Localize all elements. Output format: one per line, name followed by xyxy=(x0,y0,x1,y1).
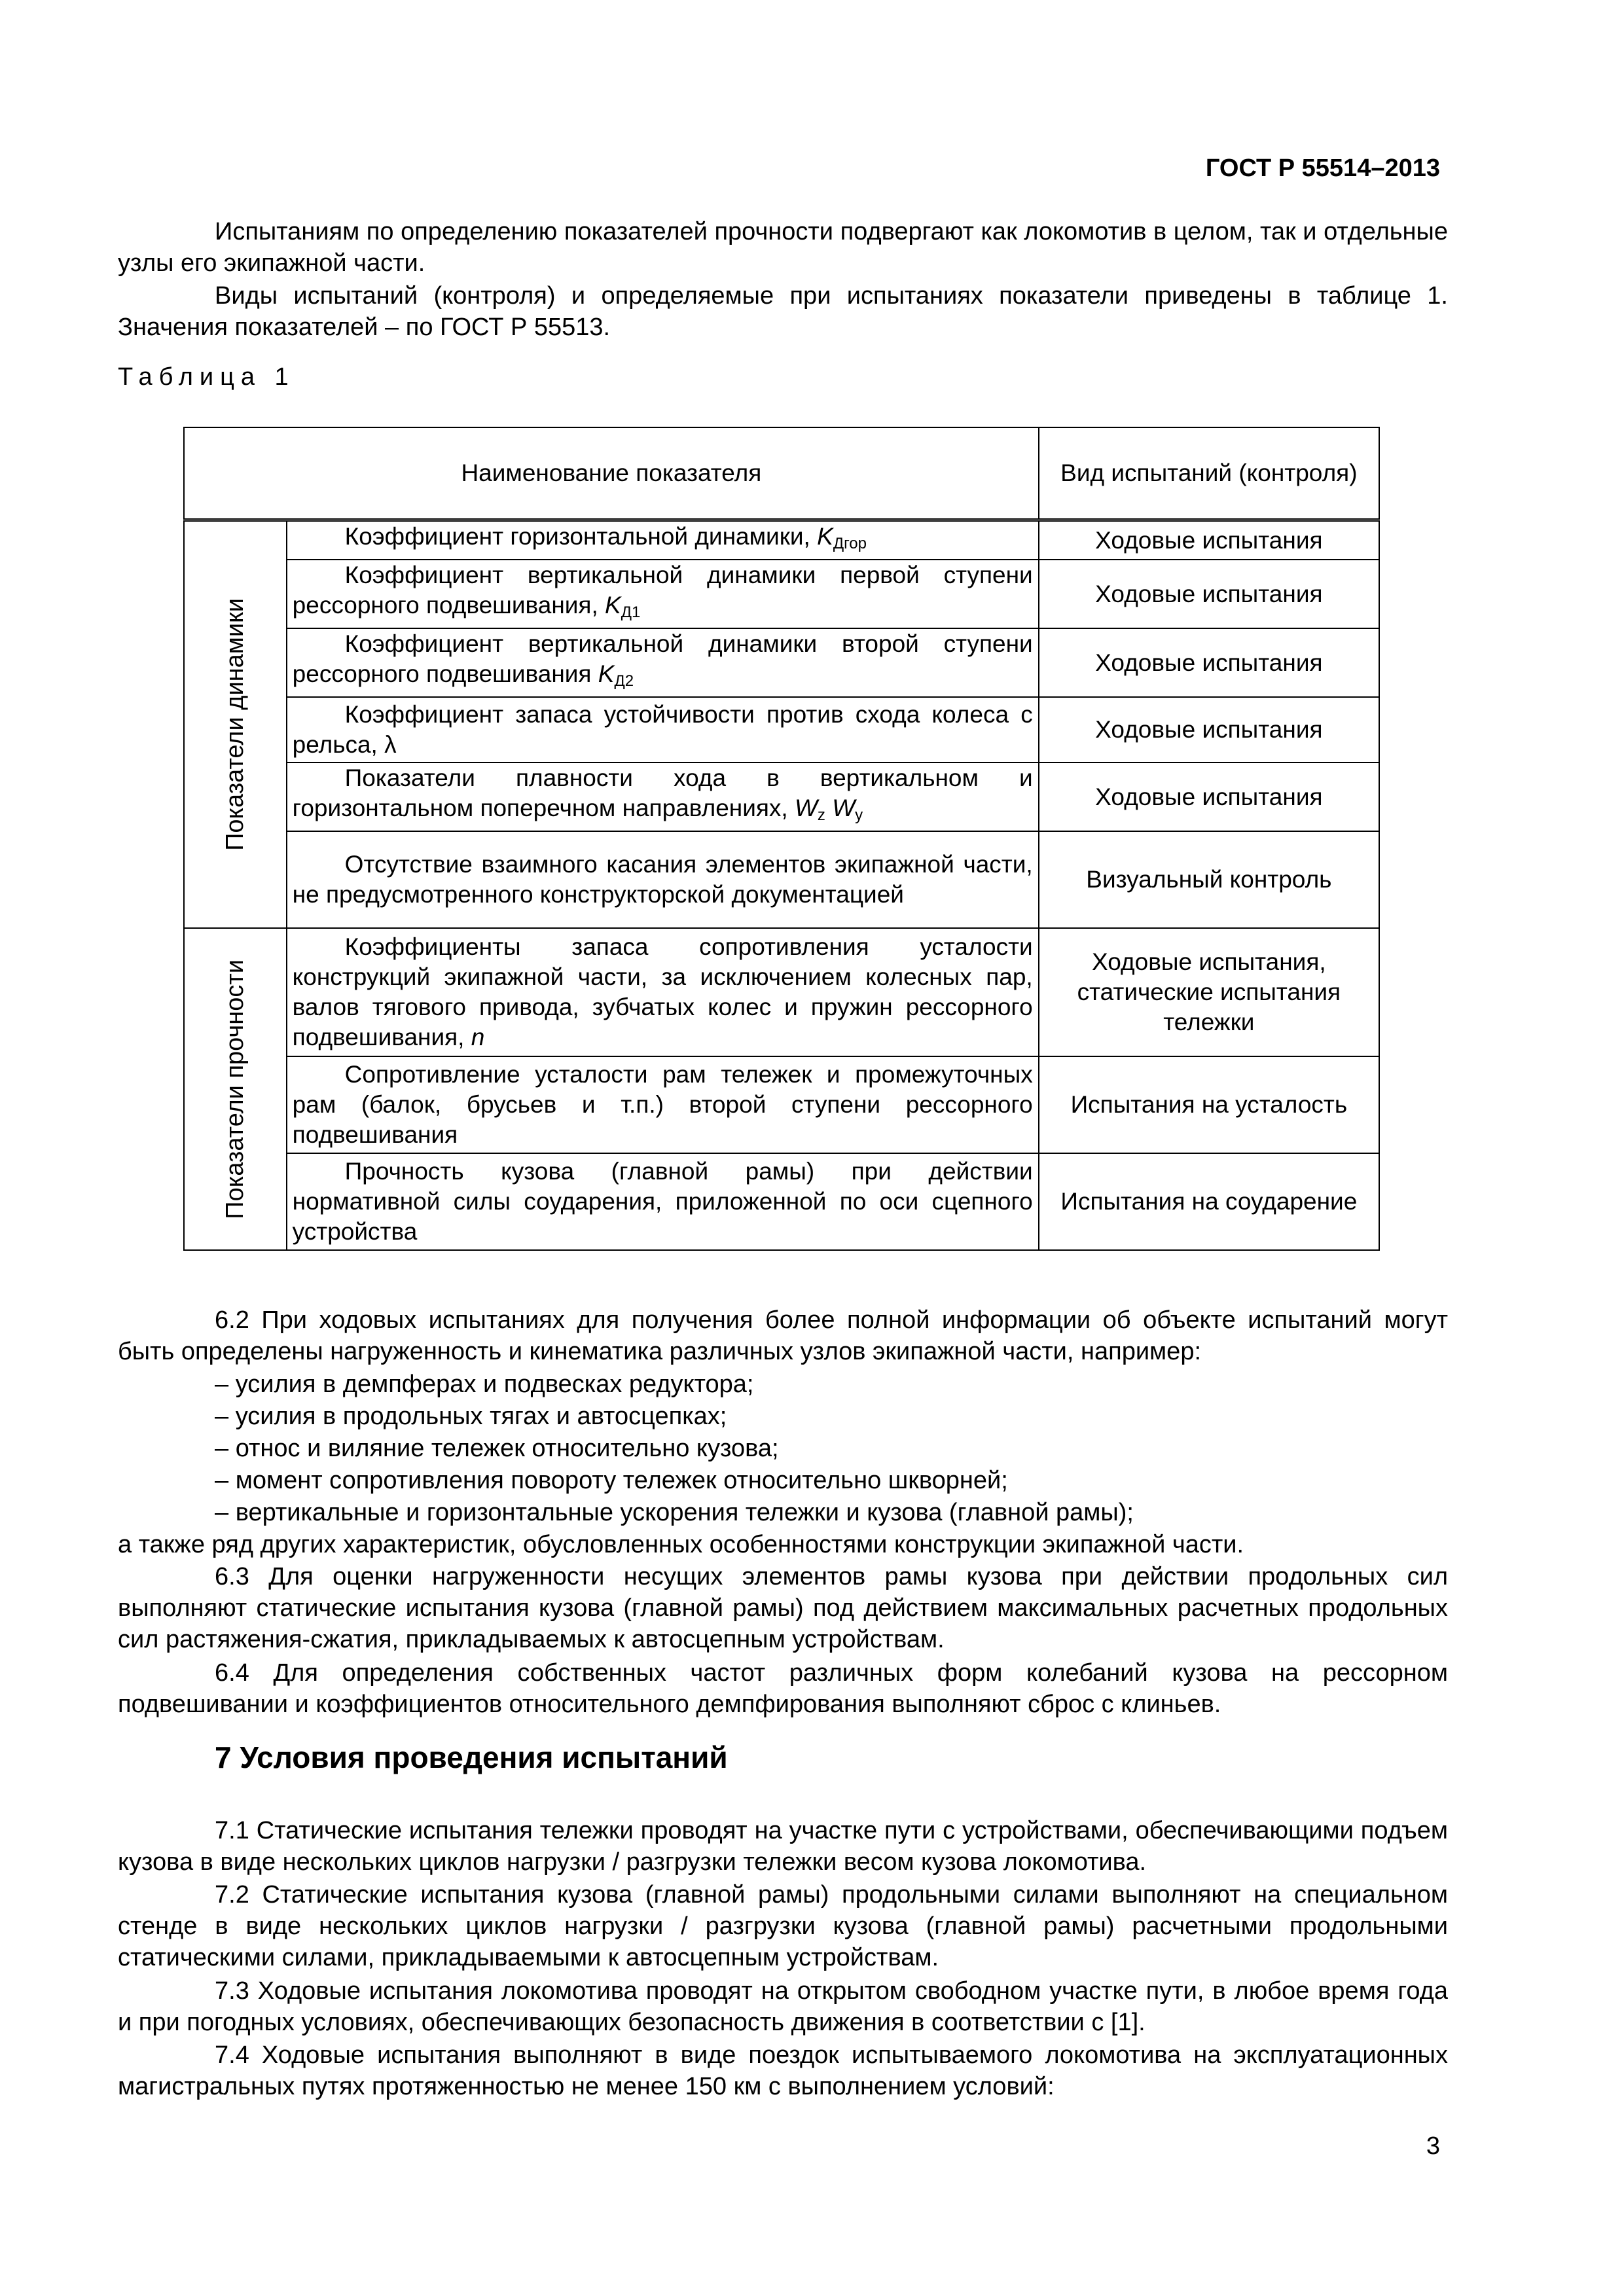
section-6-2-tail: а также ряд других характеристик, обусловленных особенностями конструкции экипажной части. xyxy=(118,1531,1244,1558)
indicator-cell: Коэффициенты запаса сопротивления усталости конструкций экипажной части, за исключением колесных пар, валов тягового привода, зубчатых колес и пружин рессорного подвешивания, n xyxy=(287,928,1039,1056)
kind-cell: Визуальный контроль xyxy=(1039,831,1379,928)
header-indicator: Наименование показателя xyxy=(184,427,1039,520)
group-label-dynamics: Показатели динамики xyxy=(221,598,249,851)
section-6-3: 6.3 Для оценки нагруженности несущих элементов рамы кузова при действии продольных сил выполняют статические испытания кузова (главной рамы) под действием максимальных расчетных продольных сил растяжения-сжатия, прикладываемых к автосцепным устройствам. xyxy=(118,1563,1448,1653)
indicator-cell: Показатели плавности хода в вертикальном и горизонтальном поперечном направлениях, $W_z$ $W_y$ xyxy=(287,762,1039,831)
kind-cell: Испытания на усталость xyxy=(1039,1056,1379,1153)
kind-cell: Ходовые испытания xyxy=(1039,762,1379,831)
table-row xyxy=(184,697,1379,762)
section-7-2: 7.2 Статические испытания кузова (главной рамы) продольными силами выполняют на специальном стенде в виде нескольких циклов нагрузки / разгрузки кузова (главной рамы) расчетными продольными статическими силами, прикладываемыми к автосцепным устройствам. xyxy=(118,1881,1448,1971)
list-item: – момент сопротивления повороту тележек относительно шкворней; xyxy=(215,1467,1008,1494)
section-7-heading: 7 Условия проведения испытаний xyxy=(215,1740,728,1774)
kind-cell: Испытания на соударение xyxy=(1039,1153,1379,1250)
group-dynamics xyxy=(184,520,287,929)
kind-cell: Ходовые испытания, статические испытания тележки xyxy=(1039,928,1379,1056)
group-strength xyxy=(184,928,287,1250)
table-row xyxy=(184,762,1379,831)
section-6-2: 6.2 При ходовых испытаниях для получения более полной информации об объекте испытаний могут быть определены нагруженность и кинематика различных узлов экипажной части, например: xyxy=(118,1306,1448,1365)
indicator-cell: Прочность кузова (главной рамы) при действии нормативной силы соударения, приложенной по оси сцепного устройства xyxy=(287,1153,1039,1250)
group-label-strength: Показатели прочности xyxy=(221,959,249,1219)
kind-cell: Ходовые испытания xyxy=(1039,697,1379,762)
section-7-4: 7.4 Ходовые испытания выполняют в виде поездок испытываемого локомотива на эксплуатационных магистральных путях протяженностью не менее 150 км с выполнением условий: xyxy=(118,2041,1448,2100)
intro-paragraph-1: Испытаниям по определению показателей прочности подвергают как локомотив в целом, так и отдельные узлы его экипажной части. xyxy=(118,218,1448,277)
table-row xyxy=(184,560,1379,628)
list-item: – усилия в демпферах и подвесках редуктора; xyxy=(215,1371,754,1398)
indicator-cell: Коэффициент горизонтальной динамики, $K_{Дгор}$ xyxy=(287,520,1039,560)
table-row xyxy=(184,628,1379,697)
section-7-3: 7.3 Ходовые испытания локомотива проводят на открытом свободном участке пути, в любое время года и при погодных условиях, обеспечивающих безопасность движения в соответствии с [1]. xyxy=(118,1977,1448,2036)
table-header-row xyxy=(184,427,1379,520)
table-row xyxy=(184,520,1379,560)
indicator-cell: Отсутствие взаимного касания элементов экипажной части, не предусмотренного конструкторской документацией xyxy=(287,831,1039,928)
list-item: – вертикальные и горизонтальные ускорения тележки и кузова (главной рамы); xyxy=(215,1499,1134,1526)
section-7-1: 7.1 Статические испытания тележки проводят на участке пути с устройствами, обеспечивающими подъем кузова в виде нескольких циклов нагрузки / разгрузки тележки весом кузова локомотива. xyxy=(118,1817,1448,1876)
table-row xyxy=(184,1056,1379,1153)
page-number: 3 xyxy=(1426,2132,1440,2160)
indicator-cell: Сопротивление усталости рам тележек и промежуточных рам (балок, брусьев и т.п.) второй ступени рессорного подвешивания xyxy=(287,1056,1039,1153)
table-row xyxy=(184,928,1379,1056)
list-item: – усилия в продольных тягах и автосцепках; xyxy=(215,1403,727,1430)
table-caption: Таблица 1 xyxy=(118,363,295,391)
kind-cell: Ходовые испытания xyxy=(1039,560,1379,628)
kind-cell: Ходовые испытания xyxy=(1039,520,1379,560)
header-kind: Вид испытаний (контроля) xyxy=(1039,427,1379,520)
indicator-cell: Коэффициент вертикальной динамики первой ступени рессорного подвешивания, $K_{Д1}$ xyxy=(287,560,1039,628)
kind-cell: Ходовые испытания xyxy=(1039,628,1379,697)
section-6-4: 6.4 Для определения собственных частот различных форм колебаний кузова на рессорном подвешивании и коэффициентов относительного демпфирования выполняют сброс с клиньев. xyxy=(118,1659,1448,1718)
list-item: – относ и виляние тележек относительно кузова; xyxy=(215,1435,779,1462)
table-row xyxy=(184,1153,1379,1250)
table-row xyxy=(184,831,1379,928)
document-header: ГОСТ Р 55514–2013 xyxy=(1205,154,1440,182)
intro-paragraph-2: Виды испытаний (контроля) и определяемые при испытаниях показатели приведены в таблице 1. Значения показателей – по ГОСТ Р 55513. xyxy=(118,282,1448,341)
table-1 xyxy=(183,427,1380,1251)
indicator-cell: Коэффициент вертикальной динамики второй ступени рессорного подвешивания $K_{Д2}$ xyxy=(287,628,1039,697)
indicator-cell: Коэффициент запаса устойчивости против схода колеса с рельса, λ xyxy=(287,697,1039,762)
